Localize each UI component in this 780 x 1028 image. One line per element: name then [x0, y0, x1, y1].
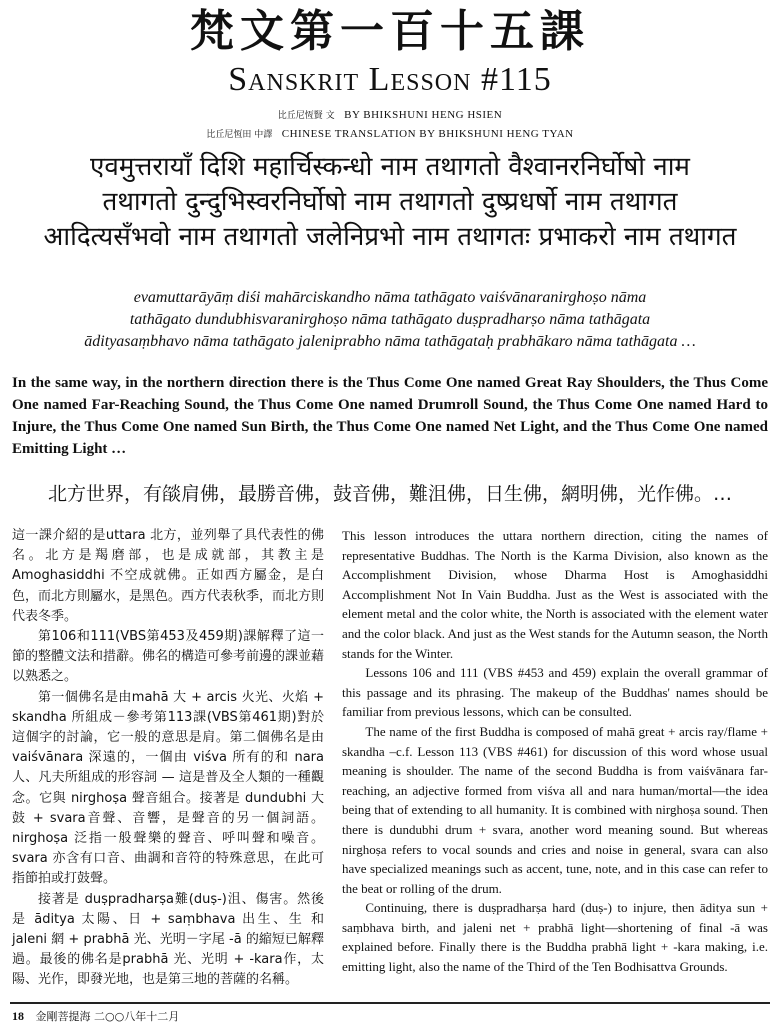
english-title: Sanskrit Lesson #115 [228, 61, 552, 98]
transliteration-block [0, 287, 780, 353]
english-paragraph: Continuing, there is duṣpradharṣa hard (duṣ-) to injure, then āditya sun + saṃbhava birth, and jaleni net + prabhā light—shortening of final -ā was explained before. Finally there is the Buddha prabhā light + -kara making, i.e. emitting light, also the name of the Third of the Ten Bodhisattva Grounds. [342, 900, 768, 975]
transliteration-line: tathāgato dundubhisvaranirghoṣo nāma tathāgato duṣpradharṣo nāma tathāgata [129, 311, 651, 328]
chinese-paragraph: 這一課介紹的是uttara 北方，並列舉了具代表性的佛名。北方是羯磨部，也是成就部，其教主是 Amoghasiddhi 不空成就佛。正如西方屬金，是白色，而北方則屬水，是黑色。西方代表秋季，而北方則代表冬季。 [12, 528, 325, 624]
author-credit [0, 106, 780, 125]
english-paragraph: The name of the first Buddha is composed of mahā great + arcis ray/flame + skandha –c.f. Lesson 113 (VBS #461) for discussion of this word whose usual meaning is shoulder. The name of the second Buddha is from vaiśvānara far-reaching, an adjective formed from viśva all and nara human/mortal—the idea being that of extending to all humanity. It is combined with nirghoṣa sound. Then there is dundubhi drum + svara, another word meaning sound. But whereas nirghoṣa refers to vocal sounds and cries and noise in general, svara can also have specialized meanings such as accent, tune, note, and in this case can refer to the beat or rolling of the drum. [342, 723, 768, 896]
page-footer [12, 1008, 179, 1025]
devanagari-line: एवमुत्तरायाँ दिशि महार्चिस्कन्धो नाम तथागतो वैश्वानरनिर्घोषो नाम [90, 152, 690, 182]
transliteration-line: ādityasaṃbhavo nāma tathāgato jaleniprabho nāma tathāgataḥ prabhākaro nāma tathāgata … [84, 333, 696, 350]
english-paragraph: This lesson introduces the uttara northern direction, citing the names of representative Buddhas. The North is the Karma Division, also known as the Accomplishment Division, whose Dharma Host is Amoghasiddhi Accomplishment Not In Vain Buddha. Just as the West is associated with the element metal and the color white, the North is associated with the element water and the color black. And just as the West stands for the Autumn season, the North stands for the Winter. [342, 528, 768, 661]
translator-credit-zh: 比丘尼恆田 中譯 [206, 130, 273, 140]
chinese-paragraph: 第106和111(VBS第453及459期)課解釋了這一節的整體文法和措辭。佛名的構造可參考前邊的課並藉以熟悉之。 [12, 629, 325, 685]
author-credit-en: BY BHIKSHUNI HENG HSIEN [344, 109, 503, 121]
devanagari-line: आदित्यसँभवो नाम तथागतो जलेनिप्रभो नाम तथागतः प्रभाकरो नाम तथागत [43, 222, 737, 252]
author-credit-zh: 比丘尼恆賢 文 [277, 111, 335, 121]
publication-info: 金剛菩提海 二○○八年十二月 [35, 1010, 180, 1023]
translator-credit [0, 125, 780, 144]
chinese-translation: 北方世界，有燄肩佛，最勝音佛，鼓音佛，難沮佛，日生佛，網明佛，光作佛。… [47, 483, 732, 505]
english-commentary-column [342, 526, 768, 977]
author-credits [0, 106, 780, 144]
english-translation: In the same way, in the northern direction there is the Thus Come One named Great Ray Shoulders, the Thus Come One named Far-Reaching Sound, the Thus Come One named Drumroll Sound, the Thus Come One named Hard to Injure, the Thus Come One named Sun Birth, the Thus Come One named Net Light, and the Thus Come One named Emitting Light … [12, 375, 768, 457]
page-number: 18 [12, 1009, 24, 1023]
devanagari-line: तथागतो दुन्दुभिस्वरनिर्घोषो नाम तथागतो दुष्प्रधर्षो नाम तथागत [102, 187, 678, 217]
footer-divider [10, 1002, 770, 1004]
chinese-commentary-column [12, 526, 324, 991]
english-paragraph: Lessons 106 and 111 (VBS #453 and 459) explain the overall grammar of this passage and its phrasing. The makeup of the Buddhas' names should be familiar from previous lessons, which can be consulted. [342, 665, 768, 720]
chinese-paragraph: 接著是 duṣpradharṣa難(duṣ-)沮、傷害。然後是 āditya 太陽、日 + saṃbhava 出生、生 和 jaleni 網 + prabhā 光、光明－字尾 -ā 的縮短已解釋過。最後的佛名是prabhā 光、光明 + -kara作，太陽、光作，即發光地，也是第三地的菩薩的名稱。 [12, 891, 324, 988]
chinese-title: 梵文第一百十五課 [190, 6, 590, 57]
devanagari-verse [0, 150, 780, 255]
chinese-paragraph: 第一個佛名是由mahā 大 + arcis 火光、火焰 + skandha 所組成－參考第113課(VBS第461期)對於這個字的討論，它一般的意思是肩。第二個佛名是由vaiśvānara 深遠的，一個由 viśva 所有的和 nara 人、凡夫所組成的形容詞 — 這是普及全人類的一種觀念。它與 nirghoṣa 聲音組合。接著是 dundubhi 大鼓 + svara音聲、音響，是聲音的另一個詞語。nirghoṣa 泛指一般聲樂的聲音、呼叫聲和噪音。svara 亦含有口音、曲調和音符的特殊意思，在此可指節拍或打鼓聲。 [12, 689, 324, 887]
translator-credit-en: CHINESE TRANSLATION BY BHIKSHUNI HENG TYAN [281, 128, 574, 140]
transliteration-line: evamuttarāyāṃ diśi mahārciskandho nāma tathāgato vaiśvānaranirghoṣo nāma [133, 289, 647, 306]
